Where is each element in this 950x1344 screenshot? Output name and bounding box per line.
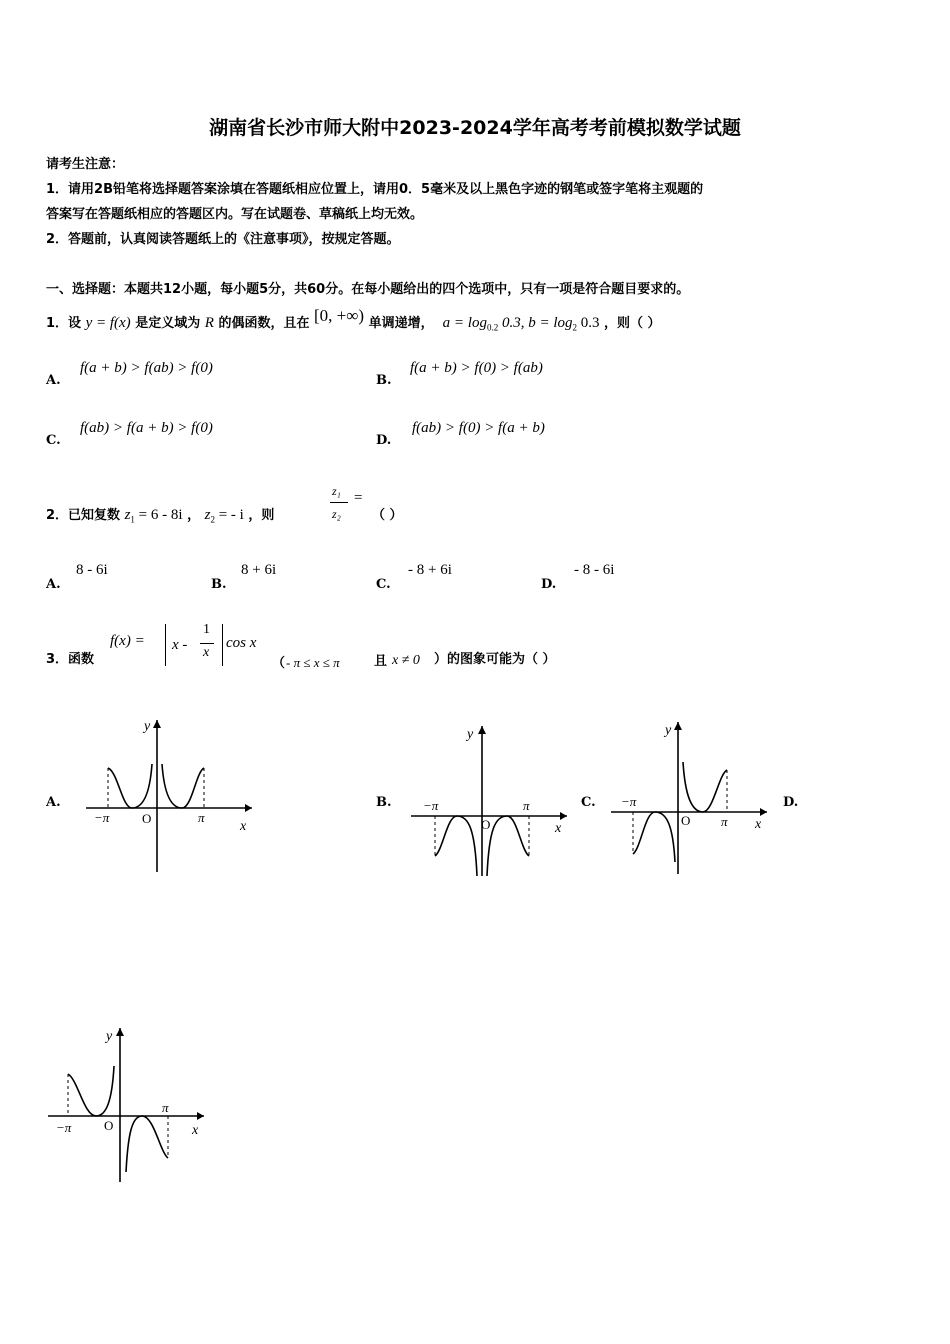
origin-label: O — [481, 817, 491, 832]
pi-label: π — [721, 814, 728, 829]
q2-z2-sub: 2 — [210, 514, 215, 525]
neg-pi-label: −π — [56, 1120, 72, 1135]
q3-and: 且 — [374, 654, 388, 669]
q2-z1: z — [124, 507, 131, 523]
q1-option-d-label: D. — [376, 433, 392, 448]
q3-cos: cos x — [226, 635, 257, 651]
q1-option-a-label: A. — [46, 373, 61, 388]
neg-pi-label: −π — [423, 798, 439, 813]
graph-b — [405, 718, 575, 883]
x-label: x — [755, 817, 762, 832]
q3-option-c-label: C. — [581, 795, 596, 810]
pi-label: π — [523, 798, 530, 813]
origin-label: O — [142, 811, 152, 826]
question-1 — [46, 306, 661, 333]
q1-b-base: 2 — [572, 322, 577, 333]
q1-text-3: 单调递增， — [368, 316, 434, 331]
q3-frac-num: 1 — [203, 622, 210, 637]
x-axis-arrow-icon — [760, 808, 767, 816]
q1-option-b: f(a + b) > f(0) > f(ab) — [410, 360, 543, 376]
q1-function: y = f(x) — [85, 315, 131, 331]
x-axis-arrow-icon — [560, 812, 567, 820]
y-axis-arrow-icon — [153, 720, 161, 728]
neg-pi-label: −π — [621, 794, 637, 809]
q1-interval: [0, +∞) — [314, 306, 365, 325]
q1-a-expr: a = log — [442, 315, 487, 331]
q2-tail: （ ） — [372, 508, 403, 523]
q3-frac-bar — [200, 643, 214, 644]
q1-option-c: f(ab) > f(a + b) > f(0) — [80, 420, 213, 436]
notice-line-2: 2．答题前，认真阅读答题纸上的《注意事项》，按规定答题。 — [46, 232, 400, 247]
curve-left — [68, 1066, 114, 1116]
q3-num: 3．函数 — [46, 652, 95, 667]
origin-label: O — [681, 813, 691, 828]
q2-z2: z — [204, 507, 211, 523]
q3-option-b-label: B. — [376, 795, 392, 810]
y-label: y — [467, 727, 474, 742]
q2-option-b: 8 + 6i — [241, 562, 277, 578]
q2-fraction-bar — [330, 502, 348, 503]
x-label: x — [192, 1123, 199, 1138]
y-label: y — [106, 1029, 113, 1044]
q1-text-1: 是定义域为 — [135, 316, 201, 331]
q3-ne: x ≠ 0 — [392, 653, 420, 668]
y-axis-arrow-icon — [674, 722, 682, 730]
curve-left — [435, 816, 477, 876]
q2-option-c: - 8 + 6i — [408, 562, 452, 578]
q2-text: ，则 — [248, 508, 275, 523]
curve-left — [108, 764, 152, 808]
graph-c — [605, 714, 775, 879]
q3-tail: ）的图象可能为（ ） — [434, 652, 556, 667]
q2-num: 2．已知复数 — [46, 508, 121, 523]
q2-fraction-denominator: z₂ — [332, 507, 341, 521]
q1-text-2: 的偶函数，且在 — [218, 316, 310, 331]
q2-option-a-label: A. — [46, 577, 61, 592]
q2-option-a: 8 - 6i — [76, 562, 108, 578]
y-label: y — [144, 719, 151, 734]
q2-option-d-label: D. — [541, 577, 557, 592]
q3-range: - π ≤ x ≤ π — [286, 655, 340, 670]
x-label: x — [555, 821, 562, 836]
y-label: y — [665, 723, 672, 738]
q2-option-d: - 8 - 6i — [574, 562, 615, 578]
q2-fraction-numerator: z₁ — [332, 484, 341, 498]
q3-open-paren: （ — [272, 656, 286, 671]
q1-num: 1．设 — [46, 316, 82, 331]
notice-line-1a: 1．请用2B铅笔将选择题答案涂填在答题纸相应位置上，请用0．5毫米及以上黑色字迹的钢笔或签字笔将主观题的 — [46, 182, 704, 197]
q1-a-base: 0.2 — [486, 322, 499, 333]
q3-option-d-label: D. — [783, 795, 799, 810]
x-axis-arrow-icon — [197, 1112, 204, 1120]
neg-pi-label: −π — [94, 810, 110, 825]
q2-option-b-label: B. — [211, 577, 227, 592]
pi-label: π — [198, 810, 205, 825]
q2-z2-value: = - i — [214, 507, 244, 523]
q3-option-a-label: A. — [46, 795, 61, 810]
q2-option-c-label: C. — [376, 577, 391, 592]
section-heading: 一、选择题：本题共12小题，每小题5分，共60分。在每小题给出的四个选项中，只有一项是符合题目要求的。 — [46, 282, 690, 297]
q3-fx: f(x) = — [110, 633, 145, 649]
q1-option-a: f(a + b) > f(ab) > f(0) — [80, 360, 213, 376]
y-axis-arrow-icon — [116, 1028, 124, 1036]
question-2 — [46, 504, 274, 525]
q2-z1-sub: 1 — [130, 514, 135, 525]
q3-abs-x: x - — [172, 637, 188, 653]
q1-option-b-label: B. — [376, 373, 392, 388]
q3-frac-den: x — [203, 645, 210, 660]
q1-option-c-label: C. — [46, 433, 61, 448]
notice-heading: 请考生注意： — [46, 157, 125, 172]
curve-right — [126, 1116, 168, 1172]
q2-z1-value: = 6 - 8i — [134, 507, 183, 523]
x-label: x — [240, 819, 247, 834]
q2-sep: ， — [187, 508, 201, 523]
graph-d — [44, 1022, 219, 1187]
origin-label: O — [104, 1118, 114, 1133]
graph-a — [80, 712, 265, 877]
pi-label: π — [162, 1100, 169, 1115]
curve-right — [683, 762, 727, 812]
q2-equals: = — [354, 490, 363, 506]
y-axis-arrow-icon — [478, 726, 486, 734]
q1-text-4: ，则（ ） — [604, 316, 661, 331]
curve-left — [633, 812, 675, 862]
notice-line-1b: 答案写在答题纸相应的答题区内。写在试题卷、草稿纸上均无效。 — [46, 207, 424, 222]
page-title: 湖南省长沙市师大附中2023-2024学年高考考前模拟数学试题 — [209, 117, 741, 139]
q1-option-d: f(ab) > f(0) > f(a + b) — [412, 420, 545, 436]
x-axis-arrow-icon — [245, 804, 252, 812]
curve-right — [162, 764, 204, 808]
q1-domain: R — [204, 315, 214, 331]
q1-a-tail: 0.3, b = log — [498, 315, 573, 331]
q1-b-tail: 0.3 — [577, 315, 600, 331]
curve-right — [487, 816, 529, 876]
